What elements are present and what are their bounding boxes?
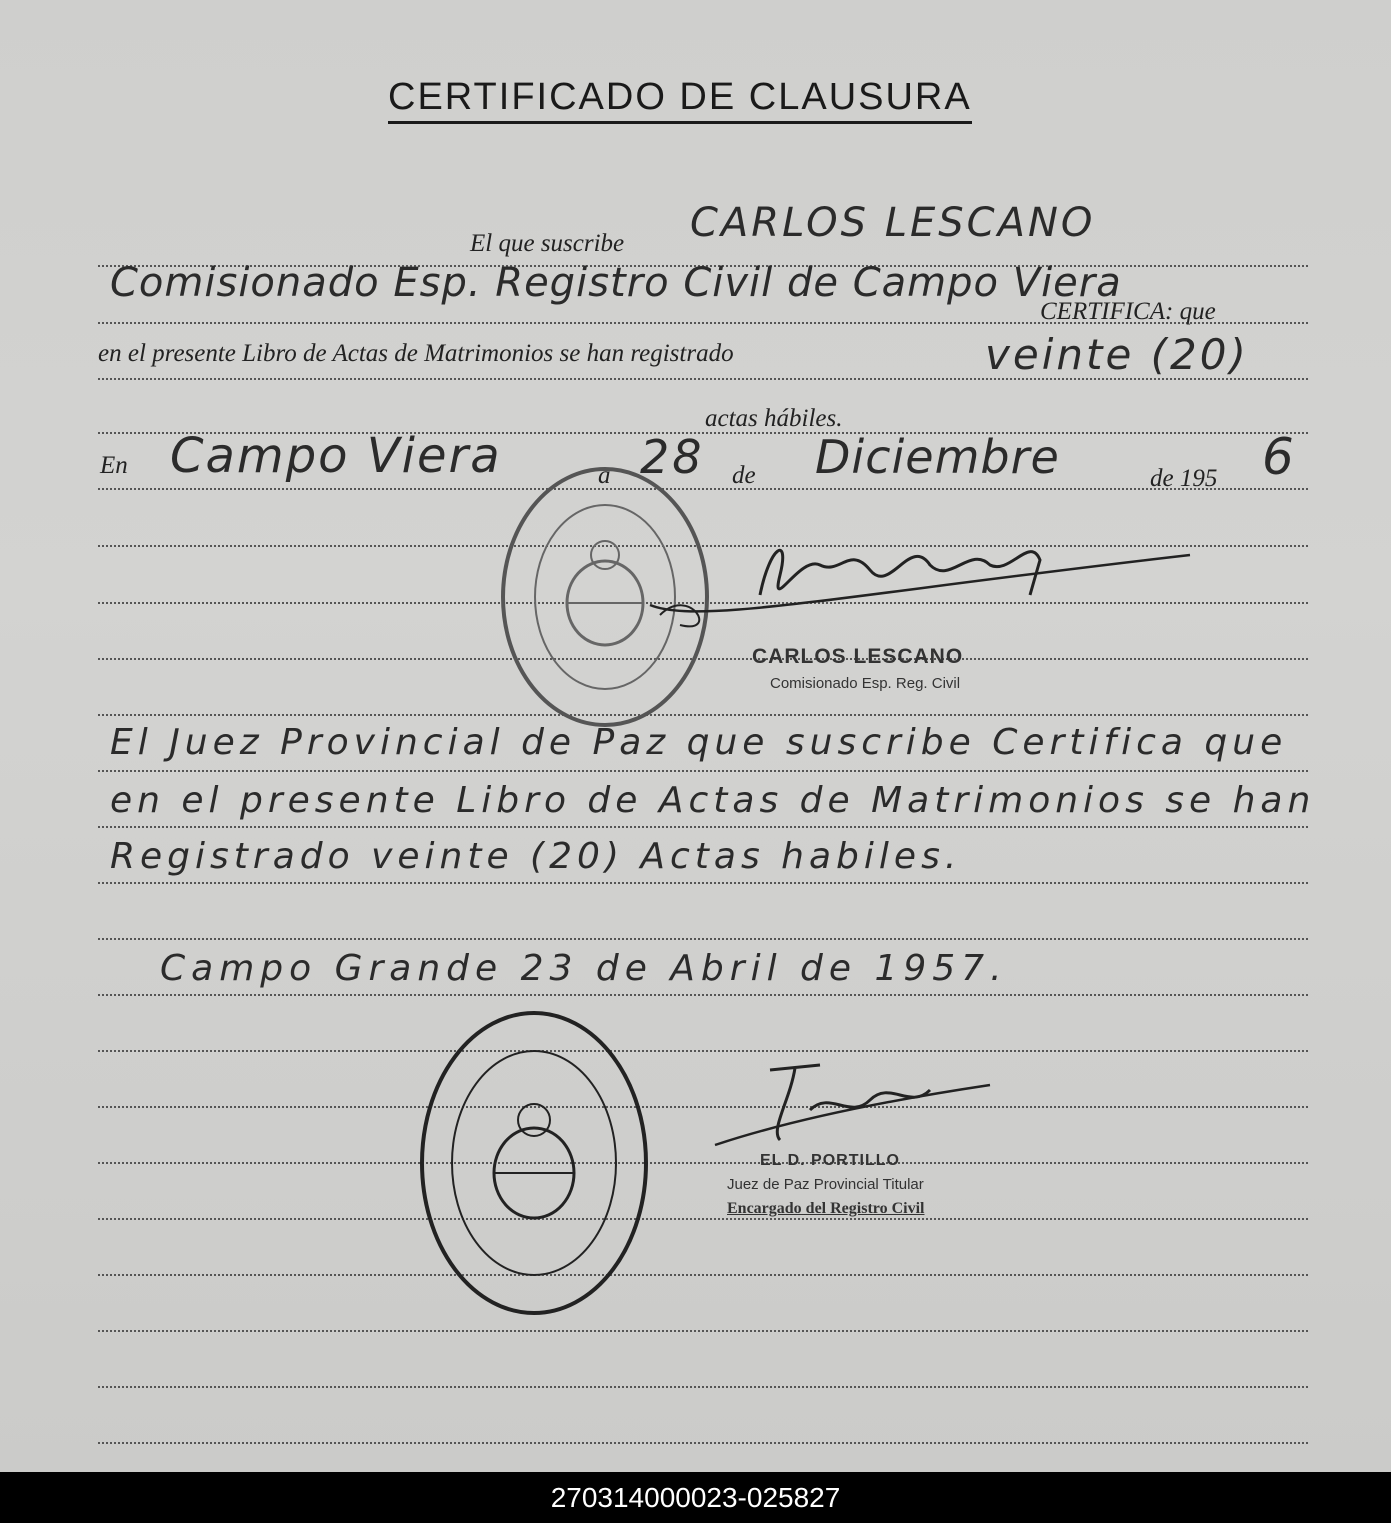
- printed-de-195: de 195: [1150, 465, 1218, 492]
- signer-name-portillo: EL D. PORTILLO: [760, 1152, 900, 1169]
- ruled-line: [98, 770, 1308, 772]
- handwritten-cert-line3: Registrado veinte (20) Actas habiles.: [110, 836, 962, 877]
- printed-de: de: [732, 462, 756, 489]
- printed-a: a: [598, 462, 611, 489]
- printed-actas-habiles: actas hábiles.: [705, 405, 843, 432]
- ruled-line: [98, 938, 1308, 940]
- handwritten-place: Campo Viera: [170, 428, 502, 484]
- handwritten-name: CARLOS LESCANO: [690, 200, 1096, 246]
- printed-en: En: [100, 452, 128, 479]
- ruled-line: [98, 994, 1308, 996]
- printed-libro-actas: en el presente Libro de Actas de Matrimonios se han registrado: [98, 340, 734, 367]
- handwritten-year-digit: 6: [1262, 428, 1297, 486]
- signature-portillo-icon: [710, 1050, 1000, 1160]
- ruled-line: [98, 1050, 1308, 1052]
- ruled-line: [98, 1386, 1308, 1388]
- ruled-line: [98, 882, 1308, 884]
- handwritten-cert-line2: en el presente Libro de Actas de Matrimonios se han: [110, 780, 1316, 821]
- handwritten-day: 28: [640, 430, 705, 484]
- printed-certifica: CERTIFICA: que: [1040, 298, 1216, 325]
- ruled-line: [98, 1162, 1308, 1164]
- handwritten-count: veinte (20): [985, 330, 1249, 379]
- signer-title-lescano: Comisionado Esp. Reg. Civil: [770, 675, 961, 692]
- handwritten-month: Diciembre: [815, 430, 1060, 484]
- court-seal-icon: [418, 1008, 650, 1318]
- handwritten-role: Comisionado Esp. Registro Civil de Campo Viera: [110, 260, 1122, 306]
- document-title: CERTIFICADO DE CLAUSURA: [388, 76, 972, 124]
- ruled-line: [98, 1442, 1308, 1444]
- signer-name-lescano: CARLOS LESCANO: [752, 645, 964, 668]
- ruled-line: [98, 1106, 1308, 1108]
- ruled-line: [98, 1218, 1308, 1220]
- ruled-line: [98, 826, 1308, 828]
- ruled-line: [98, 1330, 1308, 1332]
- document-id-footer: 270314000023-025827: [0, 1472, 1391, 1523]
- ruled-line: [98, 1274, 1308, 1276]
- handwritten-cert-line1: El Juez Provincial de Paz que suscribe Certifica que: [110, 722, 1288, 763]
- signature-lescano-icon: [640, 515, 1200, 645]
- signer-title-portillo-1: Juez de Paz Provincial Titular: [727, 1176, 924, 1193]
- printed-el-que-suscribe: El que suscribe: [470, 230, 625, 257]
- signer-title-portillo-2: Encargado del Registro Civil: [727, 1200, 925, 1217]
- handwritten-cert-date: Campo Grande 23 de Abril de 1957.: [160, 948, 1008, 989]
